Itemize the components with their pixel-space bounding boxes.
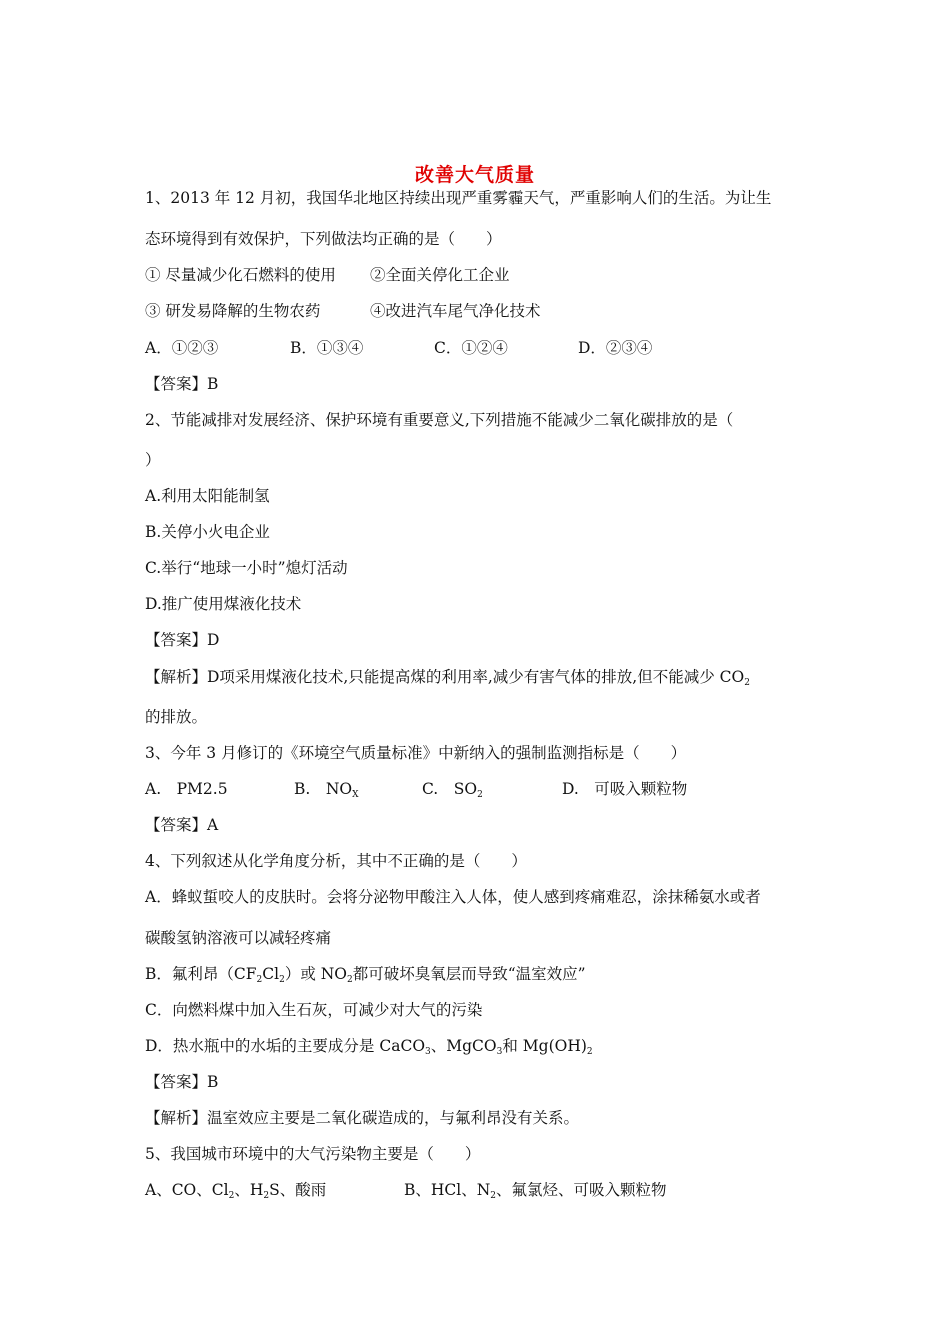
q3-option-d: D. 可吸入颗粒物 [562,780,688,798]
q1-item-1: ① 尽量减少化石燃料的使用 [145,266,336,284]
q1-stem-cont: 态环境得到有效保护，下列做法均正确的是（ ） [145,230,502,248]
q3-option-a: A. PM2.5 [145,780,228,798]
q4-option-d: D．热水瓶中的水垢的主要成分是 CaCO$_3$、MgCO$_3$和 $Mg(OH)_2$ [145,1037,593,1057]
q3-option-c: C. $SO_2$ [422,780,483,800]
q4-option-a-cont: 碳酸氢钠溶液可以减轻疼痛 [145,929,332,947]
document-title: 改善大气质量 [414,164,535,186]
q2-option-d: D.推广使用煤液化技术 [145,595,302,613]
q1-option-c: C．①②④ [434,339,508,357]
q3-option-b: B. $NO_X$ [294,780,359,800]
q5-option-b: B、HCl、$N_2$、氟氯烃、可吸入颗粒物 [404,1181,667,1201]
q5-stem: 5、我国城市环境中的大气污染物主要是（ ） [145,1145,481,1163]
q2-analysis: 【解析】D项采用煤液化技术,只能提高煤的利用率,减少有害气体的排放,但不能减少 $CO_2$ [145,668,750,688]
q1-option-a: A．①②③ [145,339,219,357]
q2-stem-cont: ） [145,451,161,469]
q2-option-a: A.利用太阳能制氢 [145,487,270,505]
q2-option-c: C.举行“地球一小时”熄灯活动 [145,559,348,577]
q4-option-a: A．蜂蚁蜇咬人的皮肤时。会将分泌物甲酸注入人体，使人感到疼痛难忍，涂抹稀氨水或者 [145,888,761,906]
q4-option-b: B．氟利昂$(CF_2Cl_2)$或 $NO_2$都可破坏臭氧层而导致“温室效应” [145,965,586,985]
q2-analysis-cont: 的排放。 [145,708,208,726]
q1-item-3: ③ 研发易降解的生物农药 [145,302,321,320]
q5-option-a: A、CO、$Cl_2$、$H_2S$、酸雨 [145,1181,327,1201]
q2-answer: 【答案】D [145,631,220,649]
q1-answer: 【答案】B [145,375,219,393]
q3-stem: 3、今年 3 月修订的《环境空气质量标准》中新纳入的强制监测指标是（ ） [145,744,687,762]
q1-item-2: ②全面关停化工企业 [370,266,510,284]
q1-stem: 1、2013 年 12 月初，我国华北地区持续出现严重雾霾天气，严重影响人们的生活。为让生 [145,189,772,207]
q1-option-d: D．②③④ [578,339,653,357]
q2-stem: 2、节能减排对发展经济、保护环境有重要意义,下列措施不能减少二氧化碳排放的是（ [145,411,734,429]
q1-item-4: ④改进汽车尾气净化技术 [370,302,541,320]
q2-option-b: B.关停小火电企业 [145,523,270,541]
q4-analysis: 【解析】温室效应主要是二氧化碳造成的，与氟利昂没有关系。 [145,1109,580,1127]
q1-option-b: B．①③④ [290,339,364,357]
q4-answer: 【答案】B [145,1073,219,1091]
q3-answer: 【答案】A [145,816,219,834]
q4-stem: 4、下列叙述从化学角度分析，其中不正确的是（ ） [145,852,527,870]
q4-option-c: C．向燃料煤中加入生石灰，可减少对大气的污染 [145,1001,483,1019]
